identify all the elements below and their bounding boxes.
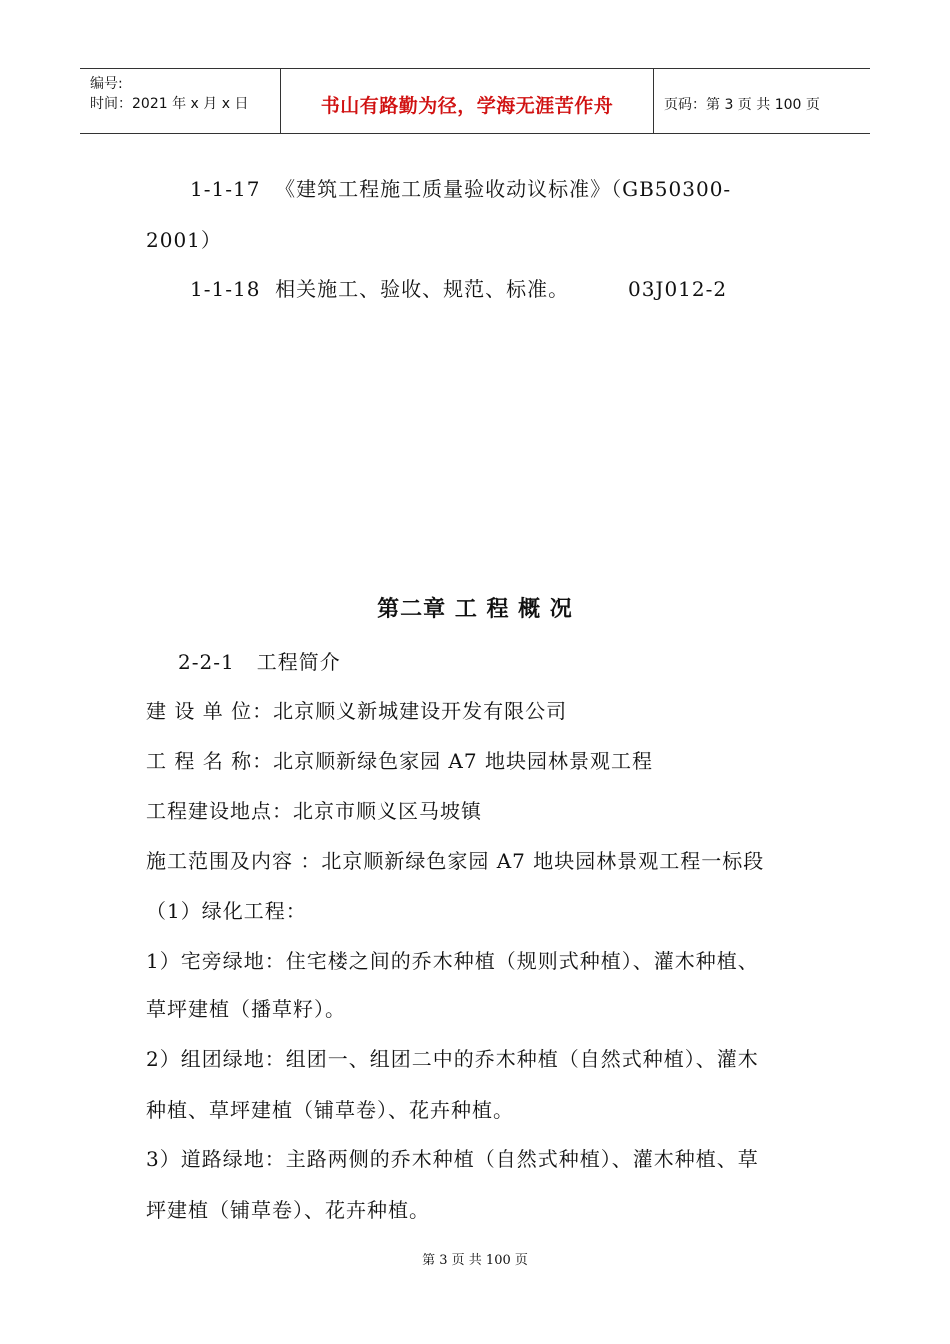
chapter-title: 第二章 工 程 概 况 — [377, 597, 573, 622]
item-3-line2: 坪建植（铺草卷）、花卉种植。 — [146, 1198, 430, 1222]
item-2-line2: 种植、草坪建植（铺草卷）、花卉种植。 — [146, 1098, 514, 1122]
page-footer: 第 3 页 共 100 页 — [422, 1253, 528, 1268]
item-2-line1: 2）组团绿地：组团一、组团二中的乔木种植（自然式种植）、灌木 — [146, 1047, 759, 1071]
header-motto: 书山有路勤为径，学海无涯苦作舟 — [320, 95, 614, 117]
section-2-2-1: 2-2-1 工程简介 — [178, 650, 341, 674]
item-3-line1: 3）道路绿地：主路两侧的乔木种植（自然式种植）、灌木种植、草 — [146, 1147, 759, 1171]
item-1-1-17-line2: 2001） — [146, 228, 222, 252]
scope-line: 施工范围及内容 ：北京顺新绿色家园 A7 地块园林景观工程一标段 — [146, 849, 765, 873]
item-1-1-18: 1-1-18 相关施工、验收、规范、标准。 03J012-2 — [190, 277, 728, 301]
document-time-label: 时间：2021 年 x 月 x 日 — [90, 96, 249, 112]
header-motto-cell — [281, 69, 654, 133]
location-line: 工程建设地点：北京市顺义区马坡镇 — [146, 799, 482, 823]
item-1-1-17-line1: 1-1-17 《建筑工程施工质量验收动议标准》（GB50300- — [190, 177, 732, 201]
green-heading: （1）绿化工程： — [146, 899, 307, 923]
header-page-cell — [654, 69, 870, 133]
document-code-label: 编号: — [90, 76, 123, 92]
page-header — [80, 68, 870, 134]
item-1-line2: 草坪建植（播草籽）。 — [146, 997, 346, 1021]
owner-line: 建 设 单 位：北京顺义新城建设开发有限公司 — [146, 699, 568, 723]
header-page-info: 页码：第 3 页 共 100 页 — [664, 97, 820, 113]
item-1-line1: 1）宅旁绿地：住宅楼之间的乔木种植（规则式种植）、灌木种植、 — [146, 949, 759, 973]
header-meta-cell — [80, 69, 281, 133]
project-name-line: 工 程 名 称：北京顺新绿色家园 A7 地块园林景观工程 — [146, 749, 653, 773]
